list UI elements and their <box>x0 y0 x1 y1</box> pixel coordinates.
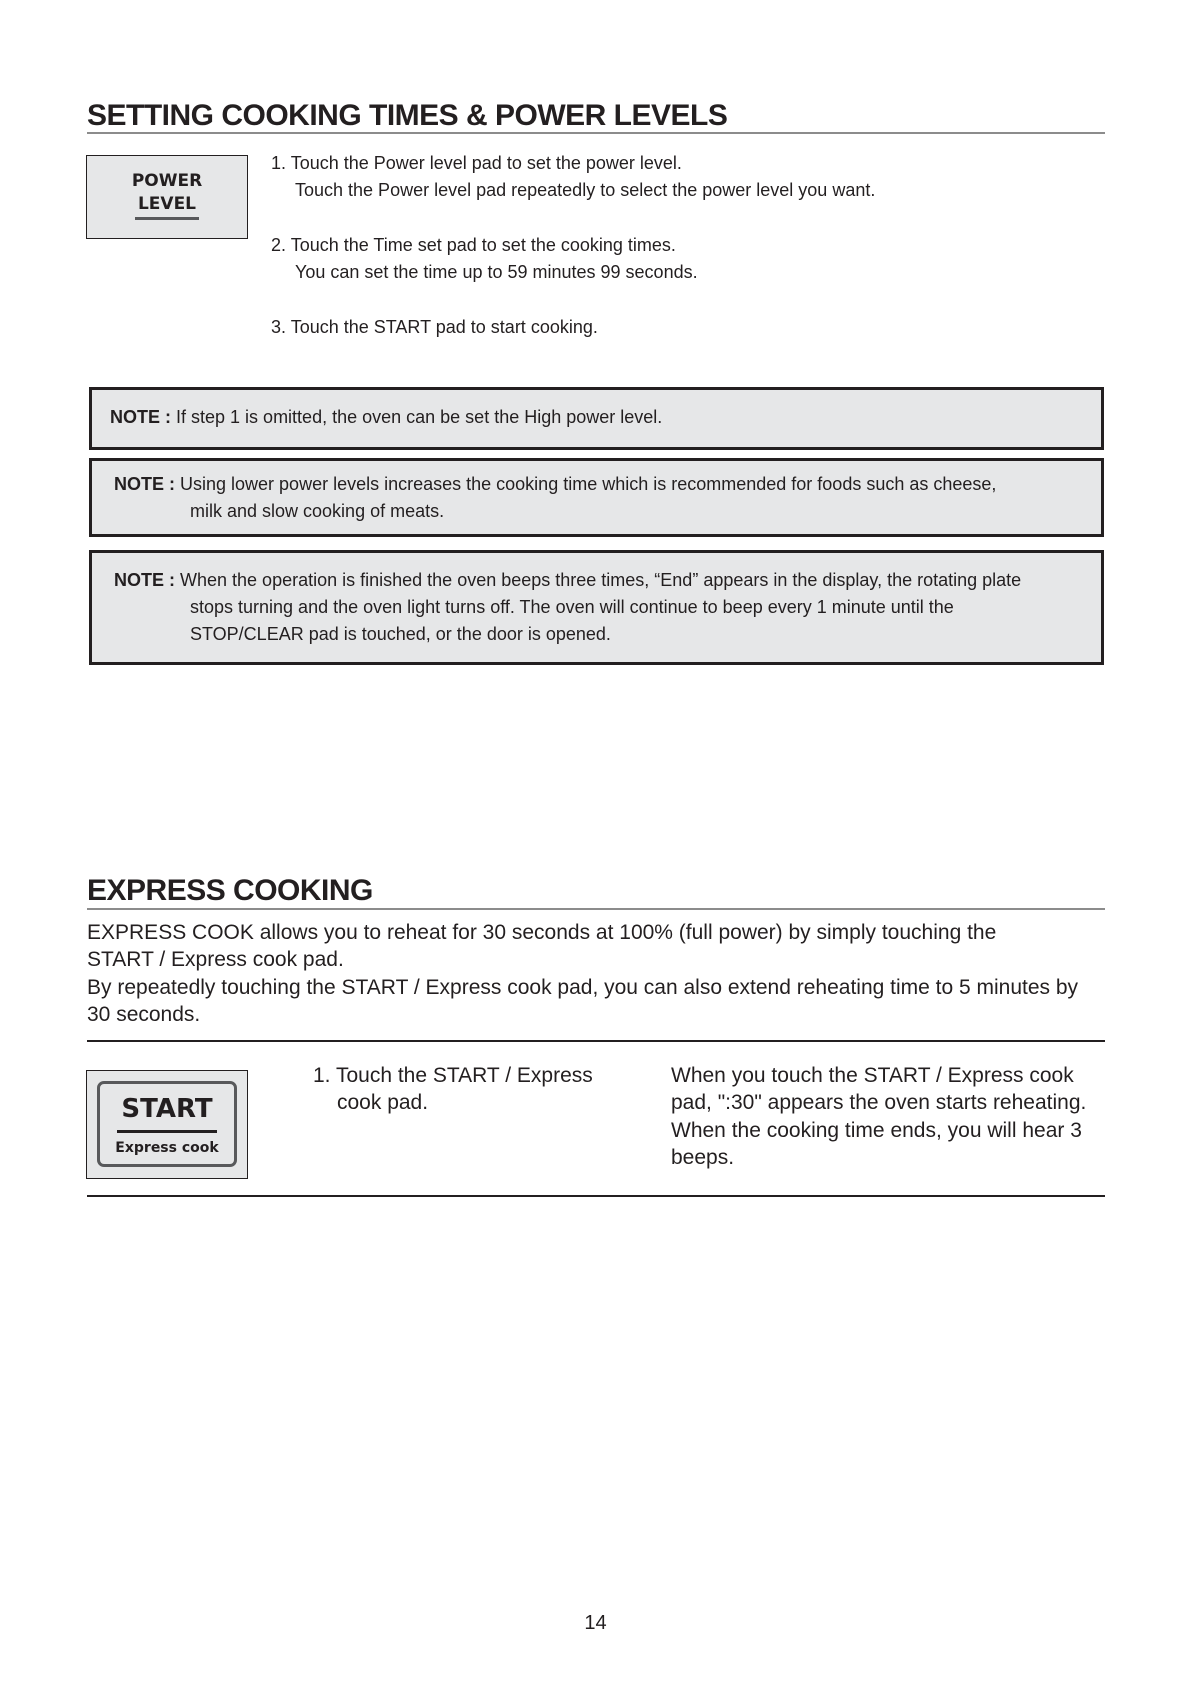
note-box-3 <box>89 550 1104 665</box>
page-number: 14 <box>584 1612 607 1634</box>
note-label: NOTE : <box>110 407 171 427</box>
note-1-line1 <box>110 404 662 432</box>
section-title-express-cooking: EXPRESS COOKING <box>87 874 373 907</box>
note-2-line2: milk and slow cooking of meats. <box>190 501 445 521</box>
step-1-line2: Touch the Power level pad repeatedly to select the power level you want. <box>295 180 876 200</box>
express-desc-line4: beeps. <box>671 1146 735 1169</box>
section-divider <box>87 132 1105 134</box>
note-3-line2: stops turning and the oven light turns off. The oven will continue to beep every 1 minute until the <box>190 597 954 617</box>
step-2-line2: You can set the time up to 59 minutes 99 seconds. <box>295 262 698 282</box>
power-pad-underline <box>135 217 199 220</box>
start-pad-button-outline <box>97 1081 237 1167</box>
power-pad-label-line2: LEVEL <box>137 194 197 214</box>
express-intro-line2: START / Express cook pad. <box>87 948 344 971</box>
express-intro-line1: EXPRESS COOK allows you to reheat for 30 seconds at 100% (full power) by simply touching the <box>87 921 997 944</box>
note-box-2 <box>89 458 1104 537</box>
express-intro-line4: 30 seconds. <box>87 1003 201 1026</box>
express-intro-line3: By repeatedly touching the START / Express cook pad, you can also extend reheating time to 5 minutes by <box>87 976 1079 999</box>
note-3-line3: STOP/CLEAR pad is touched, or the door is opened. <box>190 624 611 644</box>
express-desc-line2: pad, ":30" appears the oven starts reheating. <box>671 1091 1087 1114</box>
start-pad-sublabel: Express cook <box>115 1140 219 1156</box>
express-step-line2: cook pad. <box>337 1091 429 1114</box>
power-pad-label-line1: POWER <box>131 171 203 191</box>
note-label: NOTE : <box>114 570 175 590</box>
note-2-line1 <box>114 471 996 499</box>
note-box-1 <box>89 387 1104 450</box>
note-label: NOTE : <box>114 474 175 494</box>
note-3-line1 <box>114 567 1021 595</box>
start-express-pad-icon <box>86 1070 248 1179</box>
table-top-rule <box>87 1040 1105 1042</box>
start-pad-underline <box>117 1130 217 1133</box>
section-divider <box>87 908 1105 910</box>
start-pad-label: START <box>121 1094 213 1124</box>
step-3-line1: 3. Touch the START pad to start cooking. <box>271 317 598 337</box>
note-2-text: Using lower power levels increases the cooking time which is recommended for foods such as cheese, <box>180 474 997 494</box>
express-desc-line1: When you touch the START / Express cook <box>671 1064 1074 1087</box>
step-2-line1: 2. Touch the Time set pad to set the cooking times. <box>271 235 676 255</box>
power-level-pad-icon <box>86 155 248 239</box>
step-1-line1: 1. Touch the Power level pad to set the power level. <box>271 153 682 173</box>
table-bottom-rule <box>87 1195 1105 1197</box>
express-step-line1: 1. Touch the START / Express <box>313 1064 593 1087</box>
section-title-power-levels: SETTING COOKING TIMES & POWER LEVELS <box>87 99 728 132</box>
express-desc-line3: When the cooking time ends, you will hear 3 <box>671 1119 1082 1142</box>
note-1-text: If step 1 is omitted, the oven can be set the High power level. <box>176 407 663 427</box>
note-3-text: When the operation is finished the oven beeps three times, “End” appears in the display, the rotating plate <box>180 570 1022 590</box>
